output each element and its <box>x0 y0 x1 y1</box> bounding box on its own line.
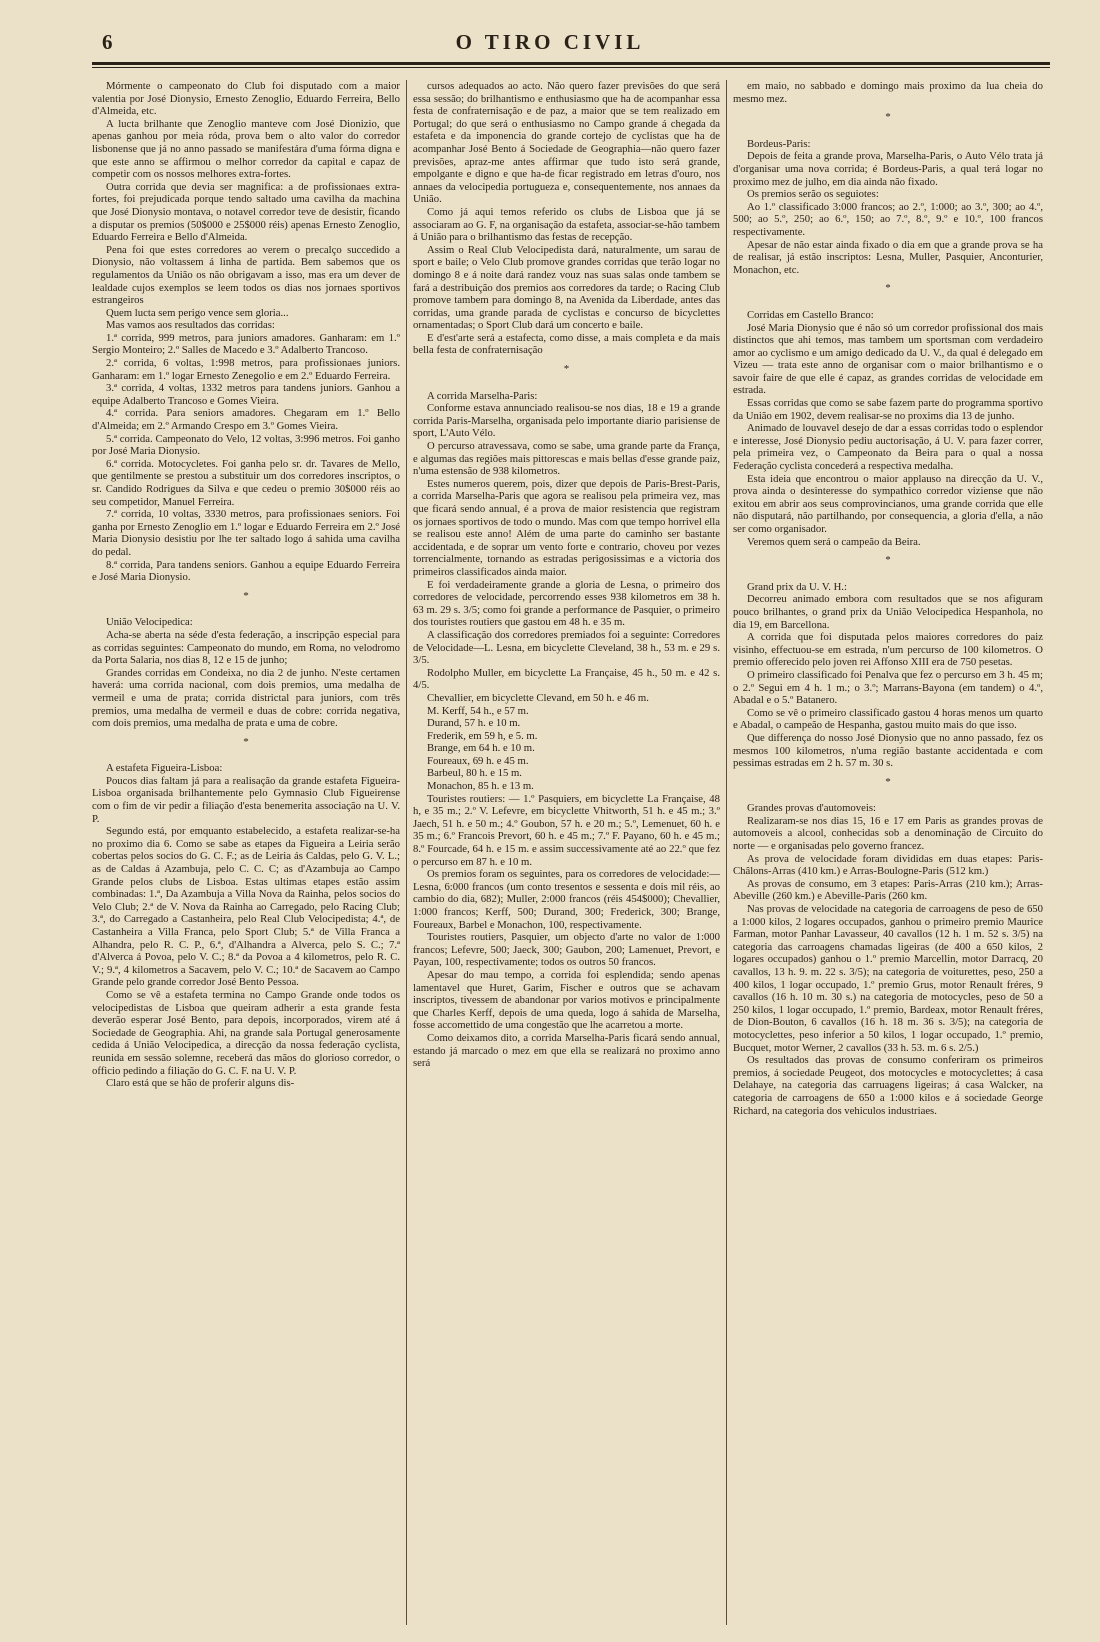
paragraph: Nas provas de velocidade na categoria de carroagens de peso de 650 a 1:000 kilos, 2 logares occupados, ganhou o primeiro premio Maurice Farman, motor Panhar Lavasseur, 40 cavallos (12 h. 1 m. 52 s. 3/5) na categoria das carroagens chamadas ligeiras (de 400 a 650 kilos, 2 logares occupados) ganhou o 1.º premio Marcellin, motor Darracq, 20 cavallos, 13 h. 9. m. 22 s. 3/5); na categoria de voiturettes, peso, 250 a 400 kilos, 1 logar occupado, 1.º premio Grus, motor Renault fréres, 9 cavallos (16 h. 10 m. 30 s.) na categoria de motocycles, peso de 50 a 250 kilos, 1 logar occupado, 1.º premio, Bardeax, motor Renault fréres, de Dion-Bouton, 6 cavallos (16 h. 18 m. 36 s. 3/5); na categoria de motocyclettes, peso inferior a 50 kilos, 1 logar occupado, 1.º premio, Bucquet, motor Werner, 2 cavallos (33 h. 53. m. 6 s. 2/5.) <box>733 903 1043 1054</box>
paragraph: E d'est'arte será a estafecta, como disse, a mais completa e da mais bella festa de confraternisação <box>413 331 720 357</box>
section-divider-star: * <box>885 111 891 124</box>
paragraph: José Maria Dionysio que é não só um corredor profissional dos mais distinctos que ahi temos, mas tambem um sportsman com verdadeiro amor ao cyclismo e um amigo dedicado da U. V., da qual é delegado em Vizeu — trata este anno de organisar com o maior brilhantismo e o savoir faire de que elle é capaz, as grandes corridas de velocidade em estrada. <box>733 321 1043 397</box>
page-number: 6 <box>102 30 113 54</box>
paragraph: O primeiro classificado foi Penalva que fez o percurso em 3 h. 45 m; o 2.º Segui em 4 h. 1 m.; o 3.º; Marrans-Bayona (em tandem) o 4.º, Abadal e o 5.º Batanero. <box>733 668 1043 707</box>
paragraph: 3.ª corrida, 4 voltas, 1332 metros para tandens juniors. Ganhou a equipe Adalberto Trancoso e Gomes Vieira. <box>92 382 400 407</box>
paragraph: Como deixamos dito, a corrida Marselha-Paris ficará sendo annual, estando já marcado o mez em que ella se realizará no proximo anno será <box>413 1031 720 1070</box>
paragraph: Conforme estava annunciado realisou-se nos dias, 18 e 19 a grande corrida Paris-Marselha, organisada pelo importante diario parisiense de sport, L'Auto Vélo. <box>413 402 720 440</box>
paragraph: Ao 1.º classificado 3:000 francos; ao 2.º, 1:000; ao 3.º, 300; ao 4.º, 500; ao 5.º, 250; ao 6.º, 150; ao 7.º, 8.º, 9.º e 10.º, 100 francos respectivamente. <box>733 200 1043 238</box>
paragraph: cursos adequados ao acto. Não quero fazer previsões do que será essa sessão; do brilhantismo e enthusiasmo que ha de acompanhar essa festa de confraternisação e de paz, a maior que se tem realizado em Portugal; do que será o enthusiasmo no Campo grande á chegada da estafeta e da imponencia do grande cortejo de cyclistas que ha de acompanhar José Bento á Sociedade de Geographia—não quero fazer previsões, apraz-me antes affirmar que tudo isto será grande, empolgante e digno e que ha-de ficar registrado em letras d'ouro, nos annaes da velocipedia portugueza e, consequentemente, nos annaes da União. <box>413 80 720 206</box>
paragraph: Outra corrida que devia ser magnifica: a de profissionaes extra-fortes, foi prejudicada porque tendo saltado uma cavilha da machina que José Dionysio montava, o notavel corredor teve de desistir, ficando a disputar os premios (50$000 e 25$000 réis) apenas Ernesto Zenoglio, Eduardo Ferreira e Bello d'Almeida. <box>92 180 400 244</box>
paragraph: Monachon, 85 h. e 13 m. <box>427 780 534 793</box>
paragraph: 1.ª corrida, 999 metros, para juniors amadores. Ganharam: em 1.º Sergio Monteiro; 2.º Salles de Macedo e 3.º Adalberto Trancoso. <box>92 331 400 357</box>
paragraph: A lucta brilhante que Zenoglio manteve com José Dionizio, que apenas ganhou por meia róda, prova bem o alto valor do corredor lisbonense que já no anno passado se manifestára d'uma fórma digna e que este anno se affirmou o melhor corredor da capital e capaz de competir com os nossos melhores extra-fortes. <box>92 117 400 181</box>
paragraph: Barbeul, 80 h. e 15 m. <box>427 767 522 780</box>
paragraph: Os premios serão os seguiotes: <box>747 188 879 201</box>
section-heading: A estafeta Figueira-Lisboa: <box>106 762 223 775</box>
paragraph: As prova de velocidade foram divididas em duas etapes: Paris-Châlons-Arras (410 km.) e Arras-Boulogne-Paris (512 km.) <box>733 852 1043 878</box>
section-heading: Grand prix da U. V. H.: <box>747 580 847 593</box>
column-1 <box>92 80 400 1632</box>
paragraph: Claro está que se hão de proferir alguns dis- <box>106 1077 295 1090</box>
column-divider <box>406 80 407 1625</box>
section-divider-star: * <box>885 282 891 295</box>
paragraph: Segundo está, por emquanto estabelecido, a estafeta realizar-se-ha no proximo dia 6. Como se sabe as etapes da Figueira a Leiria serão cobertas pelos socios do G. C. F.; as de Leiria ás Caldas, pelo G. V. L.; as de Caldas á Azambuja, pelo C. C. C; as d'Azambuja ao Campo Grande pelos clubs de Lisboa. Estas ultimas etapes estão assim combinadas: 1.ª, Da Azambuja a Villa Nova da Rainha, pelos socios do Velo Club; 2.ª de V. Nova da Rainha ao Carregado, pelo Racing Club; 3.ª, do Carregado a Castanheira, pelo Real Club Velocipedista; 4.ª, de Castanheira a Villa Franca, pelo Sport Club; 5.ª de Villa Franca a Alhandra, pelo R. C. P., 6.ª, d'Alhandra a Alverca, pelo S. C.; 7.ª d'Alverca á Povoa, pelo V. C.; 8.ª da Povoa a 4 kilometros, pelo R. C. V.; 9.ª, 4 kilometros a Sacavem, pelo V. C.; 10.ª de Sacavem ao Campo Grande pelo grande corredor José Bento Pessoa. <box>92 825 400 989</box>
section-heading: Bordeus-Paris: <box>747 137 811 150</box>
paragraph: Apesar do mau tempo, a corrida foi esplendida; sendo apenas lamentavel que Huret, Garim, Fischer e outros que se achavam inscriptos, tivessem de abandonar por varios motivos e principalmente que Charles Kerff, depois de uma queda, logo á sahida de Marselha, fosse accomettido de uma congestão que lhe acarretou a morte. <box>413 968 720 1032</box>
paragraph: Que differença do nosso José Dionysio que no anno passado, fez os mesmos 100 kilometros, n'uma região bastante accidentada e com pessimas estradas em 2 h. 57 m. 30 s. <box>733 731 1043 770</box>
paragraph: Frederik, em 59 h, e 5. m. <box>427 729 538 742</box>
paragraph: Pena foi que estes corredores ao verem o precalço succedido a Dionysio, não voltassem á linha de partida. Bem sabemos que os regulamentos da União os não obrigavam a isso, mas era um dever de lealdade cujos exemplos se leem todos os dias nos jornaes sportivos estrangeiros <box>92 243 400 307</box>
paragraph: 5.ª corrida. Campeonato do Velo, 12 voltas, 3:996 metros. Foi ganho por José Maria Dionysio. <box>92 432 400 458</box>
column-divider <box>726 80 727 1625</box>
paragraph: M. Kerff, 54 h., e 57 m. <box>427 704 529 717</box>
section-heading: Corridas em Castello Branco: <box>747 308 874 321</box>
paragraph: Durand, 57 h. e 10 m. <box>427 717 521 730</box>
section-divider-star: * <box>243 735 249 748</box>
paragraph: Realizaram-se nos dias 15, 16 e 17 em Paris as grandes provas de automoveis a alcool, conhecidas sob a denominação de Circuito do norte — e organisadas pelo governo francez. <box>733 814 1043 853</box>
paragraph: Grandes corridas em Condeixa, no dia 2 de junho. N'este certamen haverá: uma corrida nacional, com dois premios, uma medalha de vermeil e uma de prata; corrida districtal para juniors, com três premios, uma medalha de vermeil e duas de cobre: corrida negativa, com dois premios, uma medalha de prata e uma de cobre. <box>92 666 400 730</box>
paragraph: Como se vê a estafeta termina no Campo Grande onde todos os velocipedistas de Lisboa que queiram adherir a esta grande festa deverão esperar José Bento, para depois, incorporados, virem até á Sociedade de Geographia. Ahi, na grande sala Portugal generosamente cedida á União Velocipedica, a direcção da nossa federação cyclista, reunida em sessão solemne, receberá das mãos do glorioso corredor, o officio pedindo a filiação do G. C. F. na U. V. P. <box>92 988 400 1077</box>
masthead-title: O TIRO CIVIL <box>455 30 645 54</box>
paragraph: 6.ª corrida. Motocycletes. Foi ganha pelo sr. dr. Tavares de Mello, que gentilmente se prestou a substituir um dos corredores inscriptos, o sr. Candido Rodrigues da Silva e que cedeu o premio 30$000 réis ao seu competidor, Manuel Ferreira. <box>92 457 400 508</box>
paragraph: Foureaux, 69 h. e 45 m. <box>427 754 529 767</box>
paragraph: Quem lucta sem perigo vence sem gloria... <box>106 306 289 319</box>
paragraph: Como já aqui temos referido os clubs de Lisboa que já se associaram ao G. F, na organisação da estafeta, associar-se-hão tambem á União para o brilhantismo das festas de recepção. <box>413 205 720 244</box>
paragraph: O percurso atravessava, como se sabe, uma grande parte da França, e algumas das regiões mais pittorescas e mais bellas d'esse grande paiz, n'uma estensão de 938 kilometros. <box>413 440 720 478</box>
paragraph: Depois de feita a grande prova, Marselha-Paris, o Auto Vélo trata já d'organisar uma nova corrida; é Bordeus-Paris, a qual terá logar no proximo mez de julho, em dia ainda não fixado. <box>733 150 1043 188</box>
paragraph: 4.ª corrida. Para seniors amadores. Chegaram em 1.º Bello d'Almeida; em 2.º Armando Crespo em 3.º Gomes Vieira. <box>92 407 400 433</box>
paragraph: Assim o Real Club Velocipedista dará, naturalmente, um sarau de sport e baile; o Velo Club promove grandes corridas que terão logar no domingo 8 e á noite dará randez vouz nas suas salas onde tambem se fará a destribuição dos premios aos corredores da tarde; o Racing Club promove tambem para domingo 8, na Avenida da Liberdade, antes das corridas, uma grande parada de cyclistas e concurso de bicyclettes ornamentadas; o Sport Club dará um concerto e baile. <box>413 243 720 332</box>
paragraph: Brange, em 64 h. e 10 m. <box>427 742 535 755</box>
paragraph: Poucos dias faltam já para a realisação da grande estafeta Figueira-Lisboa organisada brilhantemente pelo Gymnasio Club Figueirense com o fim de vir pedir a filiação d'esta benemerita associação na U. V. P. <box>92 774 400 825</box>
paragraph: A corrida que foi disputada pelos maiores corredores do paiz visinho, effectuou-se em estrada, n'um percurso de 100 kilometros. O premio offerecido pelo joven rei Affonso XIII era de 750 pesetas. <box>733 631 1043 669</box>
column-3 <box>733 80 1043 1632</box>
header-rule-thin <box>92 67 1050 68</box>
paragraph: Os premios foram os seguintes, para os corredores de velocidade:—Lesna, 6:000 francos (um conto tresentos e sessenta e dois mil réis, ao cambio do dia, 682); Muller, 2:000 francos (réis 454$000); Chevallier, 1:000 francos; Kerff, 500; Durand, 300; Frederick, 300; Brange, Foureaux, Barbel e Monachon, 100, respectivamente. <box>413 868 720 931</box>
paragraph: E foi verdadeiramente grande a gloria de Lesna, o primeiro dos corredores de velocidade, percorrendo esses 938 kilometros em 38 h. 63 m. 29 s. 3/5; como foi grande a performance de Pasquier, o primeiro dos touristes routiers que gastou em 48 h. e 35 m. <box>413 578 720 629</box>
paragraph: Estes numeros querem, pois, dizer que depois de Paris-Brest-Paris, a corrida Marselha-Paris que agora se realisou pela primeira vez, mas que ficará sendo annual, é a prova de maior resistencia que registram os jornaes sportivos de todo o mundo. Mas com que tempo horrivel ella se realisou este anno! Além de uma parte do caminho ser bastante accidentada, e de soprar um vento forte e contrario, choveu por vezes torrencialmente, tornando as estradas perigosissimas e a victoria dos primeiros classificados ainda maior. <box>413 477 720 578</box>
paragraph: Rodolpho Muller, em bicyclette La Française, 45 h., 50 m. e 42 s. 4/5. <box>413 666 720 692</box>
section-divider-star: * <box>563 363 570 376</box>
paragraph: Mas vamos aos resultados das corridas: <box>106 319 275 332</box>
page-header <box>0 0 1100 70</box>
paragraph: Touristes routiers: — 1.º Pasquiers, em bicyclette La Française, 48 h, e 35 m.; 2.º V. Lefevre, em bicyclette Vhitworth, 51 h. e 45 m.; 3.º Jaech, 51 h. e 50 m.; 4.º Goubon, 57 h. e 20 m.; 5.º, Lemenuet, 60 h. e 35 m.; 6.º Francois Prevort, 60 h. e 45 m.; 7.º F. Payano, 60 h. e 45 m.; 8.º Fourcade, 64 h. e 15 m. e assim successivamente até ao 22.º que fez o percurso em 87 h. e 10 m. <box>413 792 720 868</box>
paragraph: A classificação dos corredores premiados foi a seguinte: Corredores de Velocidade—L. Lesna, em bicyclette Cleveland, 38 h., 53 m. e 29 s. 3/5. <box>413 628 720 667</box>
section-divider-star: * <box>885 775 891 788</box>
paragraph: Esta ideia que encontrou o maior applauso na direcção da U. V., prova ainda o desinteresse do sympathico corredor viziense que não exitou em abrir aos seus comprovincianos, uma grande corrida que elle não disputará, não partilhando, por consequencia, a gloria d'ella, a não ser como organisador. <box>733 472 1043 535</box>
paragraph: Chevallier, em bicyclette Clevand, em 50 h. e 46 m. <box>427 691 649 704</box>
paragraph: Decorreu animado embora com resultados que se nos afiguram pouco brilhantes, o grand prix da União Velocipedica Hespanhola, no dia 19, em Barcellona. <box>733 593 1043 631</box>
paragraph: 2.ª corrida, 6 voltas, 1:998 metros, para profissionaes juniors. Ganharam: em 1.º logar Ernesto Zenegolio e em 2.º Eduardo Ferreira. <box>92 357 400 382</box>
paragraph: Acha-se aberta na séde d'esta federação, a inscripção especial para as corridas seguintes: Campeonato do mundo, em Roma, no velodromo da Porta Salaria, nos dias 8, 12 e 15 de junho; <box>92 628 400 667</box>
paragraph: Touristes routiers, Pasquier, um objecto d'arte no valor de 1:000 francos; Lefevre, 500; Jaeck, 300; Gaubon, 200; Lamenuet, Prevort, e Payan, 100, respectivamente; todos os outros 50 francos. <box>413 931 720 969</box>
paragraph: Apesar de não estar ainda fixado o dia em que a grande prova se ha de realisar, já estão inscriptos: Lesna, Muller, Pasquier, Anconturier, Monachon, etc. <box>733 238 1043 276</box>
paragraph: Animado de louvavel desejo de dar a essas corridas todo o esplendor e interesse, José Dionysio pediu auctorisação, á U. V. para fazer correr, pela primeira vez, o Campeonato da Beira para o qual a nossa Federação cyclista concederá a respectiva medalha. <box>733 422 1043 473</box>
paragraph: Como se vê o primeiro classificado gastou 4 horas menos um quarto e Abadal, o campeão de Hespanha, gastou muito mais do que isso. <box>733 706 1043 732</box>
paragraph: 8.ª corrida, Para tandens seniors. Ganhou a equipe Eduardo Ferreira e José Maria Dionysio. <box>92 558 400 584</box>
section-heading: Grandes provas d'automoveis: <box>747 802 876 815</box>
paragraph: Mórmente o campeonato do Club foi disputado com a maior valentia por José Dionysio, Ernesto Zenoglio, Eduardo Ferreira, Bello d'Almeida, etc. <box>92 80 400 118</box>
column-2 <box>413 80 720 1632</box>
header-rule <box>92 62 1050 65</box>
paragraph: Essas corridas que como se sabe fazem parte do programma sportivo da União em 1902, devem realisar-se no proxims dia 13 de junho. <box>733 397 1043 422</box>
section-heading: União Velocipedica: <box>106 616 193 629</box>
section-heading: A corrida Marselha-Paris: <box>427 389 538 402</box>
paragraph: Veremos quem será o campeão da Beira. <box>747 535 921 548</box>
paragraph: em maio, no sabbado e domingo mais proximo da lua cheia do mesmo mez. <box>733 80 1043 105</box>
section-divider-star: * <box>885 554 891 567</box>
section-divider-star: * <box>243 589 249 602</box>
paragraph: Os resultados das provas de consumo conferiram os primeiros premios, á sociedade Peugeot, dos motocycles e motocyclettes; á casa Delahaye, na categoria das carruagens ligeiras; á casa Walcker, na categoria de carroagens de 650 a 1:000 kilos e á sociedade George Richard, na categoria dos vehiculos industriaes. <box>733 1054 1043 1117</box>
paragraph: 7.ª corrida, 10 voltas, 3330 metros, para profissionaes seniors. Foi ganha por Ernesto Zenoglio em 1.º logar e Eduardo Ferreira em 2.º José Maria Dionysio desistiu por lhe ter saltado logo á sahida uma cavilha do pedal. <box>92 508 400 558</box>
paragraph: As provas de consumo, em 3 etapes: Paris-Arras (210 km.); Arras-Abeville (260 km.) e Abeville-Paris (260 km. <box>733 877 1043 903</box>
